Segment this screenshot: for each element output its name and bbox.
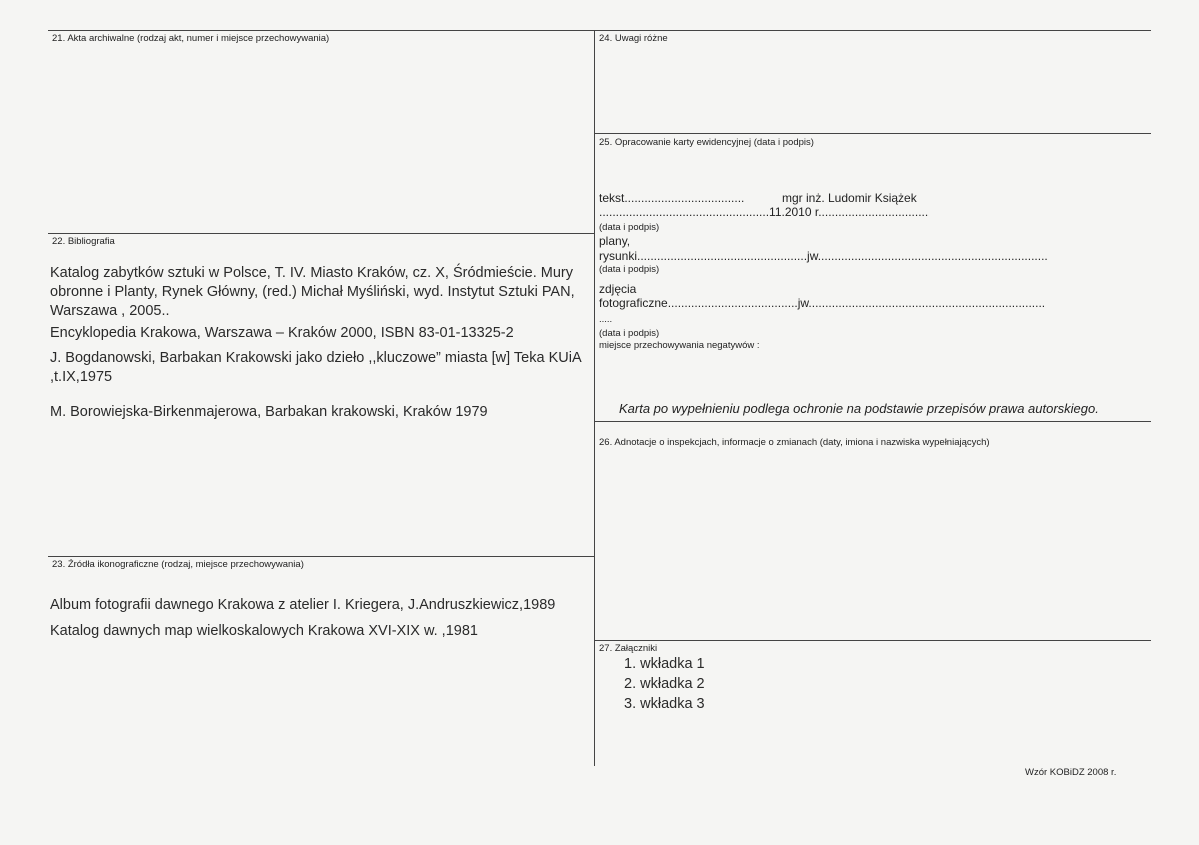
section-25-header: 25. Opracowanie karty ewidencyjnej (data i podpis) xyxy=(599,137,814,148)
divider-s22-top xyxy=(48,233,594,234)
bibliography-entry: J. Bogdanowski, Barbakan Krakowski jako dzieło ,,kluczowe” miasta [w] Teka KUiA ,t.IX,1975 xyxy=(50,350,581,385)
data-podpis-label: (data i podpis) xyxy=(599,264,660,275)
divider-s27-top xyxy=(594,640,1151,641)
dots-line: ..... xyxy=(599,314,613,325)
plans-label: plany, xyxy=(599,234,631,248)
negatives-location-label: miejsce przechowywania negatywów : xyxy=(599,340,760,351)
section-27-header: 27. Załączniki xyxy=(599,643,658,654)
section-21-header: 21. Akta archiwalne (rodzaj akt, numer i miejsce przechowywania) xyxy=(52,33,330,44)
photos-label: zdjęcia xyxy=(599,282,637,296)
bibliography-entry: M. Borowiejska-Birkenmajerowa, Barbakan krakowski, Kraków 1979 xyxy=(50,404,488,420)
section-23-header: 23. Źródła ikonograficzne (rodzaj, miejsce przechowywania) xyxy=(52,559,304,570)
divider-s25-top xyxy=(594,133,1151,134)
photographs-line: fotograficzne.......................................jw....................................................................... xyxy=(599,296,1046,310)
text-author-name: mgr inż. Ludomir Książek xyxy=(782,191,917,205)
attachment-item: 2. wkładka 2 xyxy=(624,676,705,692)
section-22-header: 22. Bibliografia xyxy=(52,236,115,247)
copyright-notice: Karta po wypełnieniu podlega ochronie na podstawie przepisów prawa autorskiego. xyxy=(619,401,1099,416)
bibliography-entry: Katalog zabytków sztuki w Polsce, T. IV. Miasto Kraków, cz. X, Śródmieście. Mury obronne i Planty, Rynek Główny, (red.) Michał Myśliński, wyd. Instytut Sztuki PAN, Warszawa , 2005.. xyxy=(50,265,575,319)
text-author-date: ...................................................11.2010 r................................. xyxy=(599,205,929,219)
attachment-item: 3. wkładka 3 xyxy=(624,696,705,712)
iconography-entry: Katalog dawnych map wielkoskalowych Krakowa XVI-XIX w. ,1981 xyxy=(50,623,478,639)
data-podpis-label: (data i podpis) xyxy=(599,328,660,339)
divider-s23-top xyxy=(48,556,594,557)
drawings-line: rysunki...................................................jw..................................................................... xyxy=(599,249,1048,263)
bibliography-entry: Encyklopedia Krakowa, Warszawa – Kraków 2000, ISBN 83-01-13325-2 xyxy=(50,325,514,341)
text-author-label: tekst.................................... xyxy=(599,191,745,205)
divider-s26-top xyxy=(594,421,1151,422)
column-divider xyxy=(594,30,595,766)
section-24-header: 24. Uwagi różne xyxy=(599,33,668,44)
divider-s24-top xyxy=(594,30,1151,31)
section-26-header: 26. Adnotacje o inspekcjach, informacje o zmianach (daty, imiona i nazwiska wypełniających) xyxy=(599,437,990,448)
divider-s21-top xyxy=(48,30,594,31)
form-model-footer: Wzór KOBiDZ 2008 r. xyxy=(1025,767,1117,778)
attachment-item: 1. wkładka 1 xyxy=(624,656,705,672)
data-podpis-label: (data i podpis) xyxy=(599,222,660,233)
iconography-entry: Album fotografii dawnego Krakowa z atelier I. Kriegera, J.Andruszkiewicz,1989 xyxy=(50,597,556,613)
